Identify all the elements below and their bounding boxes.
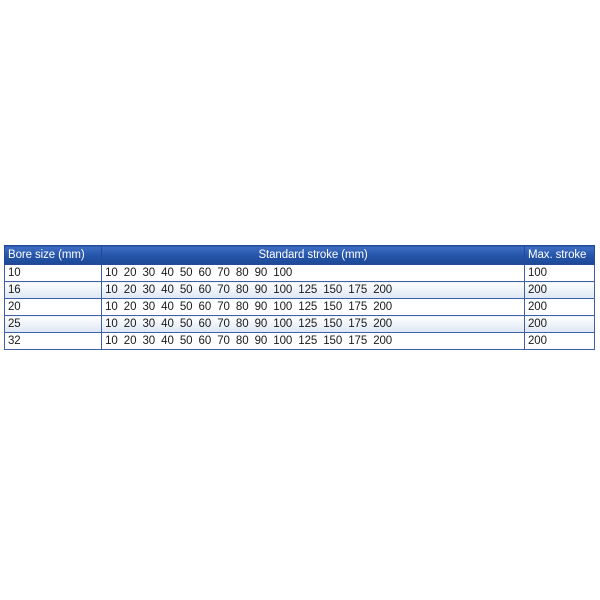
cell-strokes: 10 20 30 40 50 60 70 80 90 100 125 150 175 200: [102, 316, 525, 333]
cell-strokes: 10 20 30 40 50 60 70 80 90 100: [102, 265, 525, 282]
cell-bore: 16: [5, 282, 102, 299]
cell-strokes: 10 20 30 40 50 60 70 80 90 100 125 150 175 200: [102, 299, 525, 316]
table-row: [5, 316, 595, 333]
cell-bore: 20: [5, 299, 102, 316]
cell-max-stroke: 200: [525, 282, 595, 299]
cell-max-stroke: 100: [525, 265, 595, 282]
header-max-stroke: Max. stroke: [525, 246, 595, 265]
header-standard-stroke: Standard stroke (mm): [102, 246, 525, 265]
table-row: [5, 265, 595, 282]
cell-bore: 25: [5, 316, 102, 333]
cell-strokes: 10 20 30 40 50 60 70 80 90 100 125 150 175 200: [102, 333, 525, 350]
table-row: [5, 282, 595, 299]
stroke-spec-table: [4, 245, 595, 350]
header-bore-size: Bore size (mm): [5, 246, 102, 265]
table-row: [5, 299, 595, 316]
cell-max-stroke: 200: [525, 299, 595, 316]
table-header-row: [5, 246, 595, 265]
table-row: [5, 333, 595, 350]
cell-max-stroke: 200: [525, 333, 595, 350]
cell-bore: 32: [5, 333, 102, 350]
cell-strokes: 10 20 30 40 50 60 70 80 90 100 125 150 175 200: [102, 282, 525, 299]
cell-bore: 10: [5, 265, 102, 282]
cell-max-stroke: 200: [525, 316, 595, 333]
